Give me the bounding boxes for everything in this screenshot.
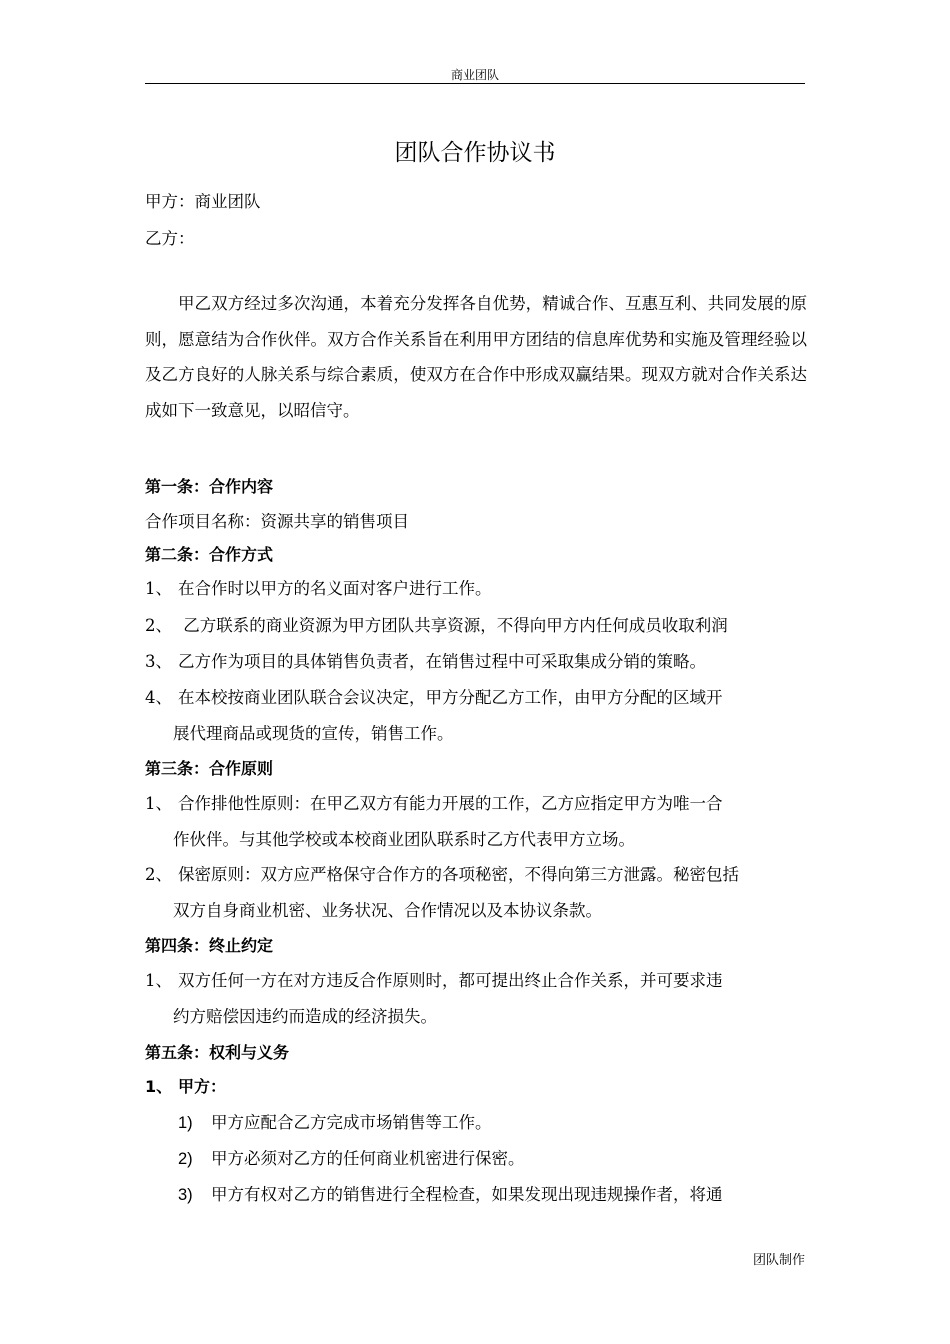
article-2-heading: 第二条：合作方式 xyxy=(145,545,274,564)
list-item-continuation: 双方自身商业机密、业务状况、合作情况以及本协议条款。 xyxy=(173,901,602,920)
item-text: 甲方有权对乙方的销售进行全程检查，如果发现出现违规操作者，将通 xyxy=(211,1185,723,1204)
item-number: 1) xyxy=(178,1114,193,1132)
item-text: 保密原则：双方应严格保守合作方的各项秘密，不得向第三方泄露。秘密包括 xyxy=(178,865,739,884)
party-a-line: 甲方：商业团队 xyxy=(145,192,261,211)
item-number: 2) xyxy=(178,1150,193,1168)
item-number: 3) xyxy=(178,1186,193,1204)
list-item xyxy=(145,861,739,885)
item-text: 甲方： xyxy=(178,1077,227,1096)
item-number: 1、 xyxy=(145,1077,173,1096)
article-5-heading: 第五条：权利与义务 xyxy=(145,1043,290,1062)
item-number: 1、 xyxy=(145,579,172,598)
list-item xyxy=(145,612,728,636)
list-item-continuation: 作伙伴。与其他学校或本校商业团队联系时乙方代表甲方立场。 xyxy=(173,830,635,849)
list-item xyxy=(178,1181,723,1205)
item-number: 3、 xyxy=(145,652,172,671)
item-text: 乙方作为项目的具体销售负责者，在销售过程中可采取集成分销的策略。 xyxy=(178,652,706,671)
page-header: 商业团队 xyxy=(450,68,499,82)
list-item xyxy=(145,684,723,708)
item-number: 2、 xyxy=(145,616,172,635)
item-text: 甲方应配合乙方完成市场销售等工作。 xyxy=(211,1113,492,1132)
article-4-heading: 第四条：终止约定 xyxy=(145,936,274,955)
item-number: 1、 xyxy=(145,794,172,813)
page-footer: 团队制作 xyxy=(752,1253,805,1268)
list-item xyxy=(145,575,492,599)
list-item-continuation: 展代理商品或现货的宣传，销售工作。 xyxy=(173,724,454,743)
list-item-continuation: 约方赔偿因违约而造成的经济损失。 xyxy=(173,1007,437,1026)
list-item xyxy=(145,648,706,672)
list-item xyxy=(145,967,723,991)
list-item xyxy=(178,1145,525,1169)
intro-paragraph: 甲乙双方经过多次沟通，本着充分发挥各自优势，精诚合作、互惠互利、共同发展的原则，愿意结为合作伙伴。双方合作关系旨在利用甲方团结的信息库优势和实施及管理经验以及乙方良好的人脉关系与综合素质，使双方在合作中形成双赢结果。现双方就对合作关系达成如下一致意见，以昭信守。 xyxy=(145,294,807,420)
item-text: 双方任何一方在对方违反合作原则时，都可提出终止合作关系，并可要求违 xyxy=(178,971,723,990)
item-number: 1、 xyxy=(145,971,172,990)
item-text: 甲方必须对乙方的任何商业机密进行保密。 xyxy=(211,1149,525,1168)
header-divider xyxy=(145,83,805,84)
item-number: 4、 xyxy=(145,688,172,707)
item-text: 在本校按商业团队联合会议决定，甲方分配乙方工作，由甲方分配的区域开 xyxy=(178,688,723,707)
article-3-heading: 第三条：合作原则 xyxy=(145,759,274,778)
item-number: 2、 xyxy=(145,865,172,884)
item-text: 在合作时以甲方的名义面对客户进行工作。 xyxy=(178,579,492,598)
party-a-subheading xyxy=(145,1074,226,1097)
list-item xyxy=(178,1109,492,1133)
party-b-line: 乙方： xyxy=(145,229,195,248)
list-item xyxy=(145,790,723,814)
article-1-heading: 第一条：合作内容 xyxy=(145,477,274,496)
document-title: 团队合作协议书 xyxy=(394,140,556,166)
item-text: 乙方联系的商业资源为甲方团队共享资源，不得向甲方内任何成员收取利润 xyxy=(178,616,728,635)
item-text: 合作排他性原则：在甲乙双方有能力开展的工作，乙方应指定甲方为唯一合 xyxy=(178,794,723,813)
article-1-text: 合作项目名称：资源共享的销售项目 xyxy=(145,512,409,531)
